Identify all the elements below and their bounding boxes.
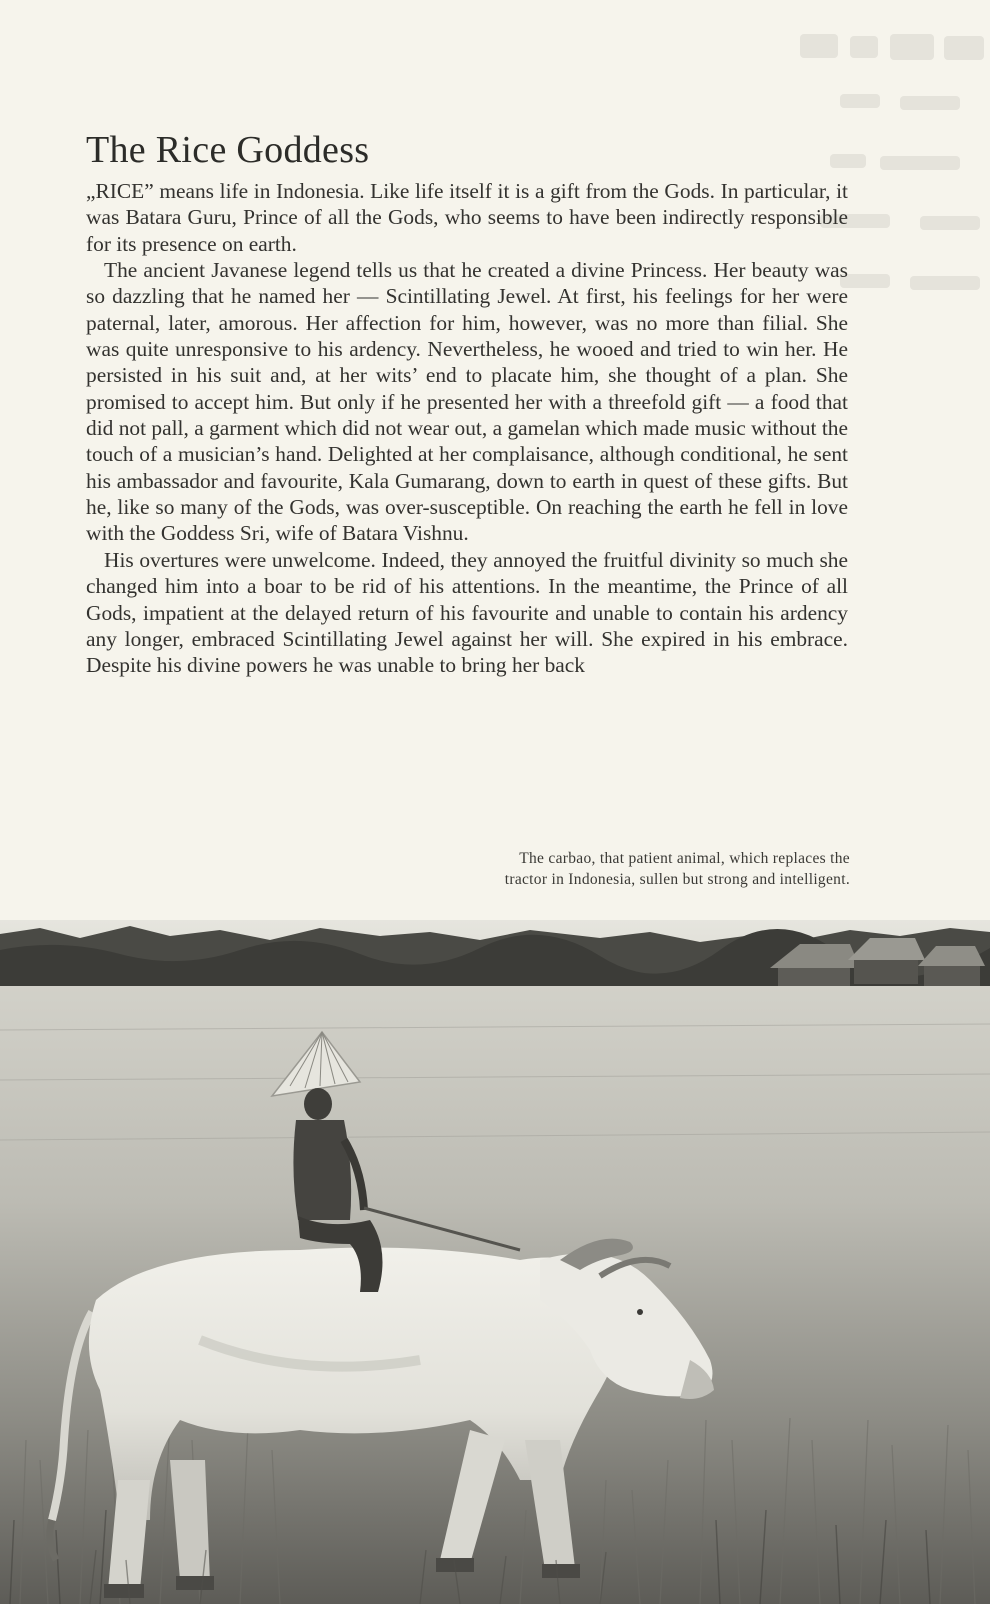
caption-line-2: tractor in Indonesia, sullen but strong and intelligent. (504, 871, 850, 888)
photo-illustration (0, 920, 990, 1604)
photo-caption (330, 848, 850, 890)
photograph-carbao (0, 920, 990, 1604)
page-title: The Rice Goddess (86, 129, 370, 171)
paragraph-3: His overtures were unwelcome. Indeed, they annoyed the fruitful divinity so much she changed him into a boar to be rid of his attentions. In the meantime, the Prince of all Gods, impatient at the delayed return of his favourite and unable to contain his ardency any longer, embraced Scintillating Jewel against her will. She expired in his embrace. Despite his divine powers he was unable to bring her back (86, 547, 848, 678)
paragraph-2: The ancient Javanese legend tells us that he created a divine Princess. Her beauty was so dazzling that he named her — Scintillating Jewel. At first, his feelings for her were paternal, later, amorous. Her affection for him, however, was no more than filial. She was quite unresponsive to his ardency. Nevertheless, he wooed and tried to win her. He persisted in his suit and, at her wits’ end to placate him, she thought of a plan. She promised to accept him. But only if he presented her with a threefold gift — a food that did not pall, a garment which did not wear out, a gamelan which made music without the touch of a musician’s hand. Delighted at her complaisance, although conditional, he sent his ambassador and favourite, Kala Gumarang, down to earth in quest of these gifts. But he, like so many of the Gods, was over-susceptible. On reaching the earth he fell in love with the Goddess Sri, wife of Batara Vishnu. (86, 258, 848, 546)
paragraph-1: „RICE” means life in Indonesia. Like life itself it is a gift from the Gods. In particular, it was Batara Guru, Prince of all the Gods, who seems to have been indirectly responsible for its presence on earth. (86, 179, 848, 256)
caption-line-1: The carbao, that patient animal, which replaces the (519, 850, 850, 867)
article-body (86, 178, 848, 679)
